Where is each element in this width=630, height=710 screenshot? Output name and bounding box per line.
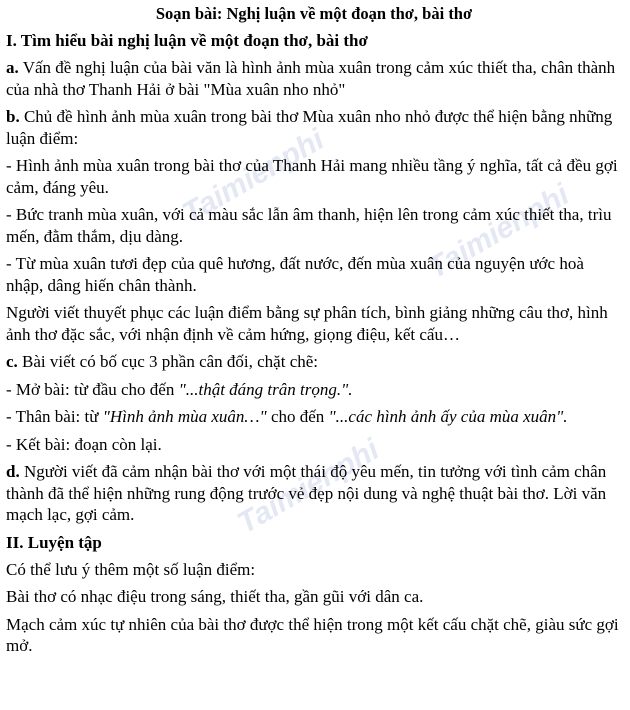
practice-p2: Bài thơ có nhạc điệu trong sáng, thiết tha, gần gũi với dân ca.	[6, 587, 424, 606]
c-mo-quote: "...thật đáng trân trọng.".	[178, 379, 353, 399]
practice-p3: Mạch cảm xúc tự nhiên của bài thơ được thể hiện trong một kết cấu chặt chẽ, giàu sức gợi mở.	[6, 614, 619, 655]
text-c: Bài viết có bố cục 3 phần cân đối, chặt chẽ:	[17, 352, 319, 371]
label-a: a.	[6, 58, 19, 77]
c-than-bai	[6, 406, 622, 428]
document-page	[6, 4, 622, 663]
section-heading-2: II. Luyện tập	[6, 532, 102, 552]
label-d: d.	[6, 462, 20, 481]
paragraph-c	[6, 351, 622, 373]
b-point-2: - Bức tranh mùa xuân, với cả màu sắc lẫn âm thanh, hiện lên trong cảm xúc thiết tha, trìu mến, đằm thắm, dịu dàng.	[6, 205, 612, 246]
practice-p1: Có thể lưu ý thêm một số luận điểm:	[6, 559, 256, 579]
paragraph-b	[6, 106, 622, 149]
c-mo-prefix: - Mở bài: từ đầu cho đến	[6, 379, 179, 399]
text-a: Vấn đề nghị luận của bài văn là hình ảnh mùa xuân trong cảm xúc thiết tha, chân thành của nhà thơ Thanh Hải ở bài "Mùa xuân nho nhỏ"	[6, 58, 616, 99]
text-d: Người viết đã cảm nhận bài thơ với một thái độ yêu mến, tin tưởng với tình cảm chân thành đã thể hiện những rung động trước vẻ đẹp nội dung và nghệ thuật bài thơ. Lời văn mạch lạc, gợi cảm.	[6, 462, 607, 524]
page-title: Soạn bài: Nghị luận về một đoạn thơ, bài thơ	[155, 4, 473, 23]
watermark: Taimienphi	[177, 122, 330, 231]
watermark: Taimienphi	[422, 177, 575, 286]
c-than-quote-1: "Hình ảnh mùa xuân…"	[102, 407, 267, 426]
b-point-1: - Hình ảnh mùa xuân trong bài thơ của Thanh Hải mang nhiều tầng ý nghĩa, tất cả đều gợi cảm, đáng yêu.	[6, 156, 618, 197]
text-b: Chủ đề hình ảnh mùa xuân trong bài thơ Mùa xuân nho nhỏ được thể hiện bằng những luận điểm:	[6, 107, 613, 148]
c-mo-bai	[6, 379, 622, 401]
paragraph-a	[6, 57, 622, 100]
label-c: c.	[6, 352, 18, 371]
c-than-mid: cho đến	[266, 407, 329, 426]
b-summary: Người viết thuyết phục các luận điểm bằng sự phân tích, bình giảng những câu thơ, hình ảnh thơ đặc sắc, với nhận định về cảm hứng, giọng điệu, kết cấu…	[6, 303, 608, 344]
label-b: b.	[6, 107, 20, 126]
c-ket-bai: - Kết bài: đoạn còn lại.	[6, 434, 162, 454]
b-point-3: - Từ mùa xuân tươi đẹp của quê hương, đất nước, đến mùa xuân của nguyện ước hoà nhập, dâng hiến chân thành.	[6, 254, 584, 295]
c-than-prefix: - Thân bài: từ	[6, 407, 103, 426]
watermark: Taimienphi	[232, 432, 385, 541]
paragraph-d	[6, 461, 622, 526]
c-than-quote-2: "...các hình ảnh ấy của mùa xuân".	[328, 407, 568, 426]
section-heading-1: I. Tìm hiểu bài nghị luận về một đoạn thơ, bài thơ	[6, 31, 368, 50]
